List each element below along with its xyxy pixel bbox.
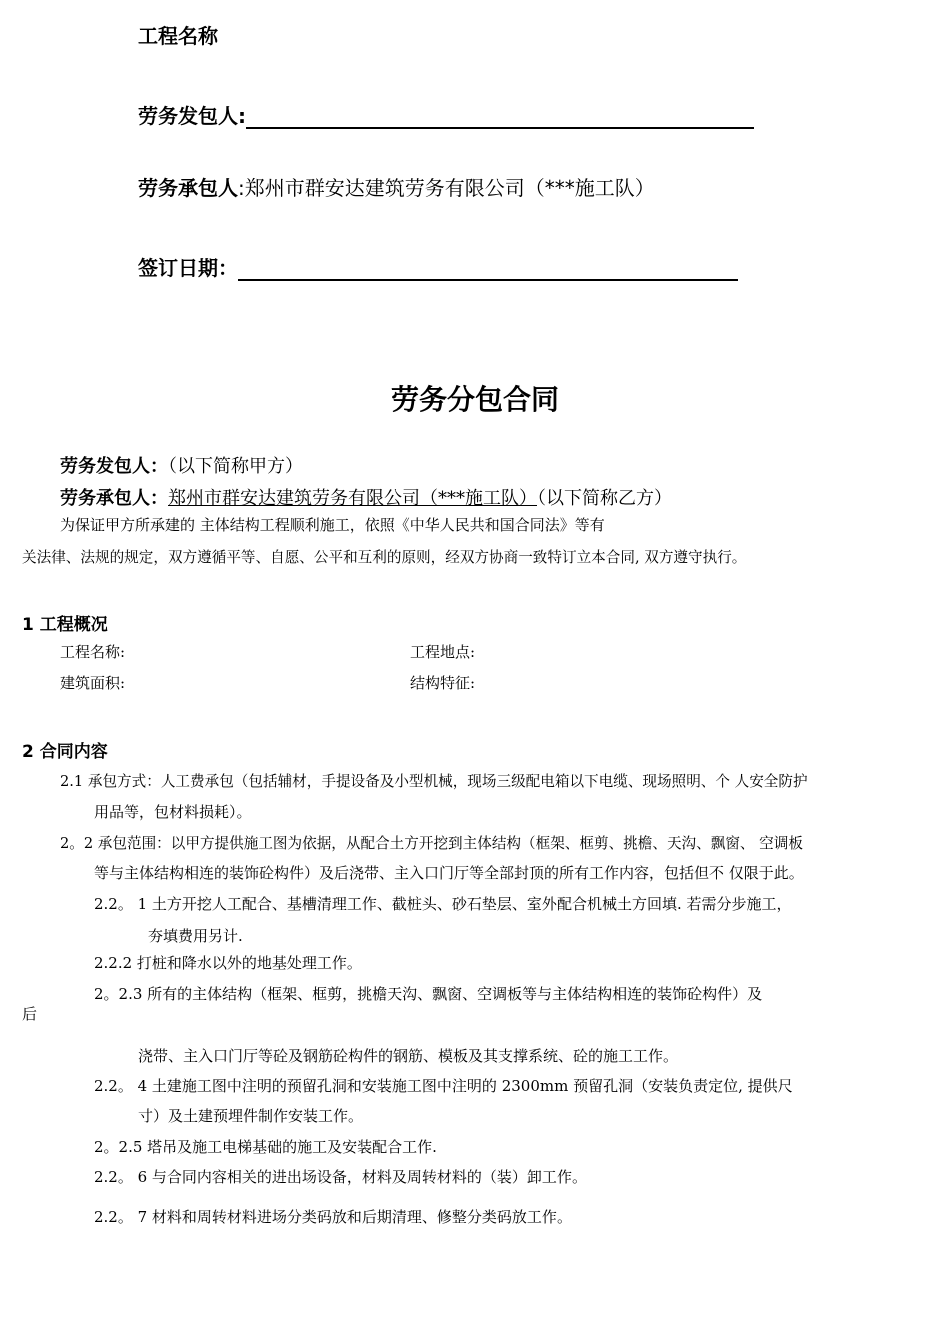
section-2-heading: 2 合同内容 xyxy=(22,742,108,762)
sign-date-line xyxy=(238,259,738,281)
item-2-1-line-1: 2.1 承包方式：人工费承包（包括辅材，手提设备及小型机械，现场三级配电箱以下电缆、现场照明、个 人安全防护 xyxy=(60,773,808,790)
project-location-field: 工程地点: xyxy=(410,643,476,661)
item-2-1-line-2: 用品等，包材料损耗）。 xyxy=(94,803,252,821)
item-2-2-4-line-1: 2.2。 4 土建施工图中注明的预留孔洞和安装施工图中注明的 2300mm 预留孔洞（安装负责定位, 提供尺 xyxy=(94,1077,793,1095)
cover-contractor-label: 劳务承包人 xyxy=(138,176,238,200)
item-2-2-2: 2.2.2 打桩和降水以外的地基处理工作。 xyxy=(94,954,362,972)
structure-feature-field: 结构特征: xyxy=(410,674,476,692)
preamble-line-1: 为保证甲方所承建的 主体结构工程顺利施工，依照《中华人民共和国合同法》等有 xyxy=(60,516,605,534)
item-2-2-line-1: 2。2 承包范围：以甲方提供施工图为依据，从配合土方开挖到主体结构（框架、框剪、挑檐、天沟、飘窗、 空调板 xyxy=(60,835,803,852)
item-2-2-3-line-1: 2。2.3 所有的主体结构（框架、框剪，挑檐天沟、飘窗、空调板等与主体结构相连的装饰砼构件）及 xyxy=(94,985,763,1003)
contract-title: 劳务分包合同 xyxy=(390,383,559,416)
party-a-label: 劳务发包人： xyxy=(60,456,168,477)
cover-employer-label: 劳务发包人: xyxy=(138,104,246,128)
employer-signature-line xyxy=(246,107,754,129)
party-a-suffix: （以下简称甲方） xyxy=(168,456,303,477)
item-2-2-5: 2。2.5 塔吊及施工电梯基础的施工及安装配合工作. xyxy=(94,1138,437,1156)
section-1-heading: 1 工程概况 xyxy=(22,615,108,635)
party-b-suffix: （以下简称乙方） xyxy=(537,488,672,509)
party-b-value: 郑州市群安达建筑劳务有限公司（***施工队） xyxy=(168,488,537,509)
cover-contractor-row xyxy=(138,172,655,201)
project-name-field: 工程名称: xyxy=(60,643,126,661)
party-a-row xyxy=(60,452,303,478)
party-b-label: 劳务承包人： xyxy=(60,488,168,509)
cover-employer-row xyxy=(138,100,754,129)
cover-contractor-colon: : xyxy=(238,176,245,200)
preamble-line-2: 关法律、法规的规定，双方遵循平等、自愿、公平和互利的原则，经双方协商一致特订立本合同, 双方遵守执行。 xyxy=(22,549,747,566)
cover-sign-date-label: 签订日期： xyxy=(138,256,238,280)
building-area-field: 建筑面积: xyxy=(60,674,126,692)
item-2-2-3-wrap: 后 xyxy=(22,1005,38,1023)
party-b-row xyxy=(60,484,672,510)
cover-sign-date-row xyxy=(138,252,738,281)
item-2-2-7: 2.2。 7 材料和周转材料进场分类码放和后期清理、修整分类码放工作。 xyxy=(94,1208,572,1226)
item-2-2-6: 2.2。 6 与合同内容相关的进出场设备，材料及周转材料的（装）卸工作。 xyxy=(94,1168,587,1186)
item-2-2-1-line-1: 2.2。 1 土方开挖人工配合、基槽清理工作、截桩头、砂石垫层、室外配合机械土方回填. 若需分步施工， xyxy=(94,895,792,913)
item-2-2-1-line-2: 夯填费用另计. xyxy=(148,927,243,945)
item-2-2-line-2: 等与主体结构相连的装饰砼构件）及后浇带、主入口门厅等全部封顶的所有工作内容，包括但不 仅限于此。 xyxy=(94,864,804,882)
cover-project-name-label: 工程名称 xyxy=(138,24,218,48)
cover-contractor-value: 郑州市群安达建筑劳务有限公司（***施工队） xyxy=(244,176,655,200)
item-2-2-4-line-2: 寸）及土建预埋件制作安装工作。 xyxy=(138,1107,364,1125)
item-2-2-3-line-2: 浇带、主入口门厅等砼及钢筋砼构件的钢筋、模板及其支撑系统、砼的施工工作。 xyxy=(138,1047,679,1065)
